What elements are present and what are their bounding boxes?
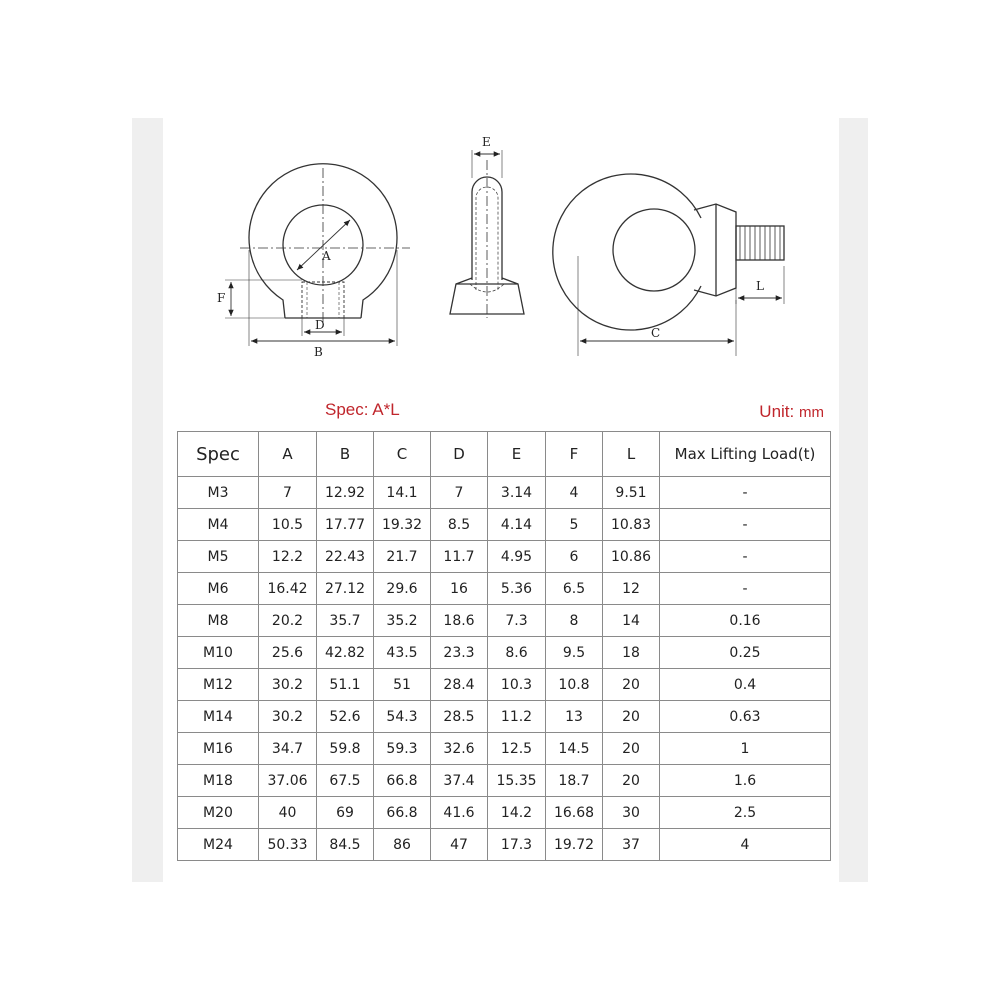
cell-e: 4.95: [488, 541, 546, 573]
cell-a: 20.2: [259, 605, 317, 637]
cell-c: 35.2: [374, 605, 431, 637]
table-row: [178, 541, 831, 573]
cell-a: 34.7: [259, 733, 317, 765]
cell-l: 9.51: [603, 477, 660, 509]
cell-a: 16.42: [259, 573, 317, 605]
cell-a: 25.6: [259, 637, 317, 669]
cell-f: 14.5: [546, 733, 603, 765]
table-header-row: [178, 432, 831, 477]
cell-e: 17.3: [488, 829, 546, 861]
table-row: [178, 733, 831, 765]
cell-b: 22.43: [317, 541, 374, 573]
cell-d: 7: [431, 477, 488, 509]
table-row: [178, 509, 831, 541]
header-d: D: [431, 432, 488, 477]
cell-max-load: 1: [660, 733, 831, 765]
cell-spec: M3: [178, 477, 259, 509]
cell-c: 19.32: [374, 509, 431, 541]
cell-d: 16: [431, 573, 488, 605]
cell-b: 12.92: [317, 477, 374, 509]
cell-f: 9.5: [546, 637, 603, 669]
header-b: B: [317, 432, 374, 477]
cell-c: 29.6: [374, 573, 431, 605]
label-l: L: [756, 279, 764, 293]
cell-e: 3.14: [488, 477, 546, 509]
eye-bolt-view: [553, 174, 784, 356]
cell-a: 10.5: [259, 509, 317, 541]
label-e: E: [482, 135, 491, 149]
cell-spec: M6: [178, 573, 259, 605]
cell-spec: M4: [178, 509, 259, 541]
cell-f: 19.72: [546, 829, 603, 861]
cell-d: 8.5: [431, 509, 488, 541]
cell-e: 15.35: [488, 765, 546, 797]
cell-max-load: -: [660, 541, 831, 573]
table-row: [178, 701, 831, 733]
eye-nut-technical-drawing: [0, 0, 1000, 400]
dimension-table: [177, 431, 831, 861]
cell-l: 30: [603, 797, 660, 829]
cell-f: 6.5: [546, 573, 603, 605]
cell-e: 8.6: [488, 637, 546, 669]
cell-max-load: 0.63: [660, 701, 831, 733]
table-row: [178, 637, 831, 669]
cell-a: 7: [259, 477, 317, 509]
header-f: F: [546, 432, 603, 477]
cell-l: 20: [603, 765, 660, 797]
unit-caption: [759, 402, 824, 422]
cell-max-load: 4: [660, 829, 831, 861]
cell-spec: M16: [178, 733, 259, 765]
cell-spec: M12: [178, 669, 259, 701]
table-row: [178, 765, 831, 797]
cell-a: 30.2: [259, 669, 317, 701]
cell-max-load: 0.25: [660, 637, 831, 669]
cell-d: 37.4: [431, 765, 488, 797]
cell-f: 6: [546, 541, 603, 573]
label-d: D: [315, 318, 325, 332]
cell-spec: M10: [178, 637, 259, 669]
cell-b: 84.5: [317, 829, 374, 861]
cell-l: 20: [603, 701, 660, 733]
cell-f: 10.8: [546, 669, 603, 701]
cell-l: 14: [603, 605, 660, 637]
cell-l: 12: [603, 573, 660, 605]
header-c: C: [374, 432, 431, 477]
cell-e: 12.5: [488, 733, 546, 765]
side-view: [450, 150, 524, 318]
cell-max-load: -: [660, 509, 831, 541]
cell-f: 18.7: [546, 765, 603, 797]
cell-a: 37.06: [259, 765, 317, 797]
cell-c: 66.8: [374, 765, 431, 797]
cell-f: 8: [546, 605, 603, 637]
cell-f: 5: [546, 509, 603, 541]
table-body: [178, 477, 831, 861]
cell-a: 40: [259, 797, 317, 829]
label-f: F: [217, 291, 226, 305]
cell-c: 86: [374, 829, 431, 861]
cell-c: 21.7: [374, 541, 431, 573]
cell-f: 16.68: [546, 797, 603, 829]
cell-d: 28.5: [431, 701, 488, 733]
cell-b: 35.7: [317, 605, 374, 637]
cell-c: 14.1: [374, 477, 431, 509]
cell-l: 20: [603, 733, 660, 765]
cell-f: 4: [546, 477, 603, 509]
header-a: A: [259, 432, 317, 477]
unit-value: mm: [799, 404, 824, 421]
cell-max-load: 0.4: [660, 669, 831, 701]
cell-d: 28.4: [431, 669, 488, 701]
cell-d: 47: [431, 829, 488, 861]
table-row: [178, 477, 831, 509]
cell-c: 54.3: [374, 701, 431, 733]
cell-d: 11.7: [431, 541, 488, 573]
label-a: A: [322, 249, 331, 263]
cell-b: 59.8: [317, 733, 374, 765]
table-row: [178, 573, 831, 605]
cell-e: 7.3: [488, 605, 546, 637]
cell-l: 10.83: [603, 509, 660, 541]
spec-caption: Spec: A*L: [325, 400, 400, 419]
cell-a: 30.2: [259, 701, 317, 733]
cell-max-load: 0.16: [660, 605, 831, 637]
cell-d: 23.3: [431, 637, 488, 669]
cell-d: 41.6: [431, 797, 488, 829]
cell-b: 27.12: [317, 573, 374, 605]
cell-l: 20: [603, 669, 660, 701]
table-row: [178, 605, 831, 637]
cell-c: 59.3: [374, 733, 431, 765]
unit-prefix: Unit:: [759, 402, 795, 421]
header-spec: Spec: [178, 432, 259, 477]
cell-e: 14.2: [488, 797, 546, 829]
cell-b: 67.5: [317, 765, 374, 797]
cell-c: 43.5: [374, 637, 431, 669]
label-b: B: [314, 345, 323, 359]
table-row: [178, 829, 831, 861]
label-c: C: [651, 326, 661, 340]
cell-max-load: -: [660, 573, 831, 605]
cell-b: 51.1: [317, 669, 374, 701]
cell-max-load: 1.6: [660, 765, 831, 797]
cell-e: 4.14: [488, 509, 546, 541]
cell-c: 66.8: [374, 797, 431, 829]
cell-a: 12.2: [259, 541, 317, 573]
cell-spec: M8: [178, 605, 259, 637]
cell-b: 52.6: [317, 701, 374, 733]
cell-spec: M14: [178, 701, 259, 733]
cell-b: 69: [317, 797, 374, 829]
cell-spec: M5: [178, 541, 259, 573]
cell-spec: M20: [178, 797, 259, 829]
cell-l: 10.86: [603, 541, 660, 573]
header-e: E: [488, 432, 546, 477]
cell-l: 37: [603, 829, 660, 861]
cell-d: 18.6: [431, 605, 488, 637]
header-l: L: [603, 432, 660, 477]
cell-max-load: 2.5: [660, 797, 831, 829]
cell-b: 42.82: [317, 637, 374, 669]
cell-spec: M24: [178, 829, 259, 861]
cell-f: 13: [546, 701, 603, 733]
header-max-load: Max Lifting Load(t): [660, 432, 831, 477]
cell-a: 50.33: [259, 829, 317, 861]
cell-b: 17.77: [317, 509, 374, 541]
table-row: [178, 797, 831, 829]
cell-d: 32.6: [431, 733, 488, 765]
cell-spec: M18: [178, 765, 259, 797]
cell-c: 51: [374, 669, 431, 701]
cell-e: 10.3: [488, 669, 546, 701]
cell-e: 11.2: [488, 701, 546, 733]
cell-l: 18: [603, 637, 660, 669]
cell-e: 5.36: [488, 573, 546, 605]
cell-max-load: -: [660, 477, 831, 509]
table-row: [178, 669, 831, 701]
